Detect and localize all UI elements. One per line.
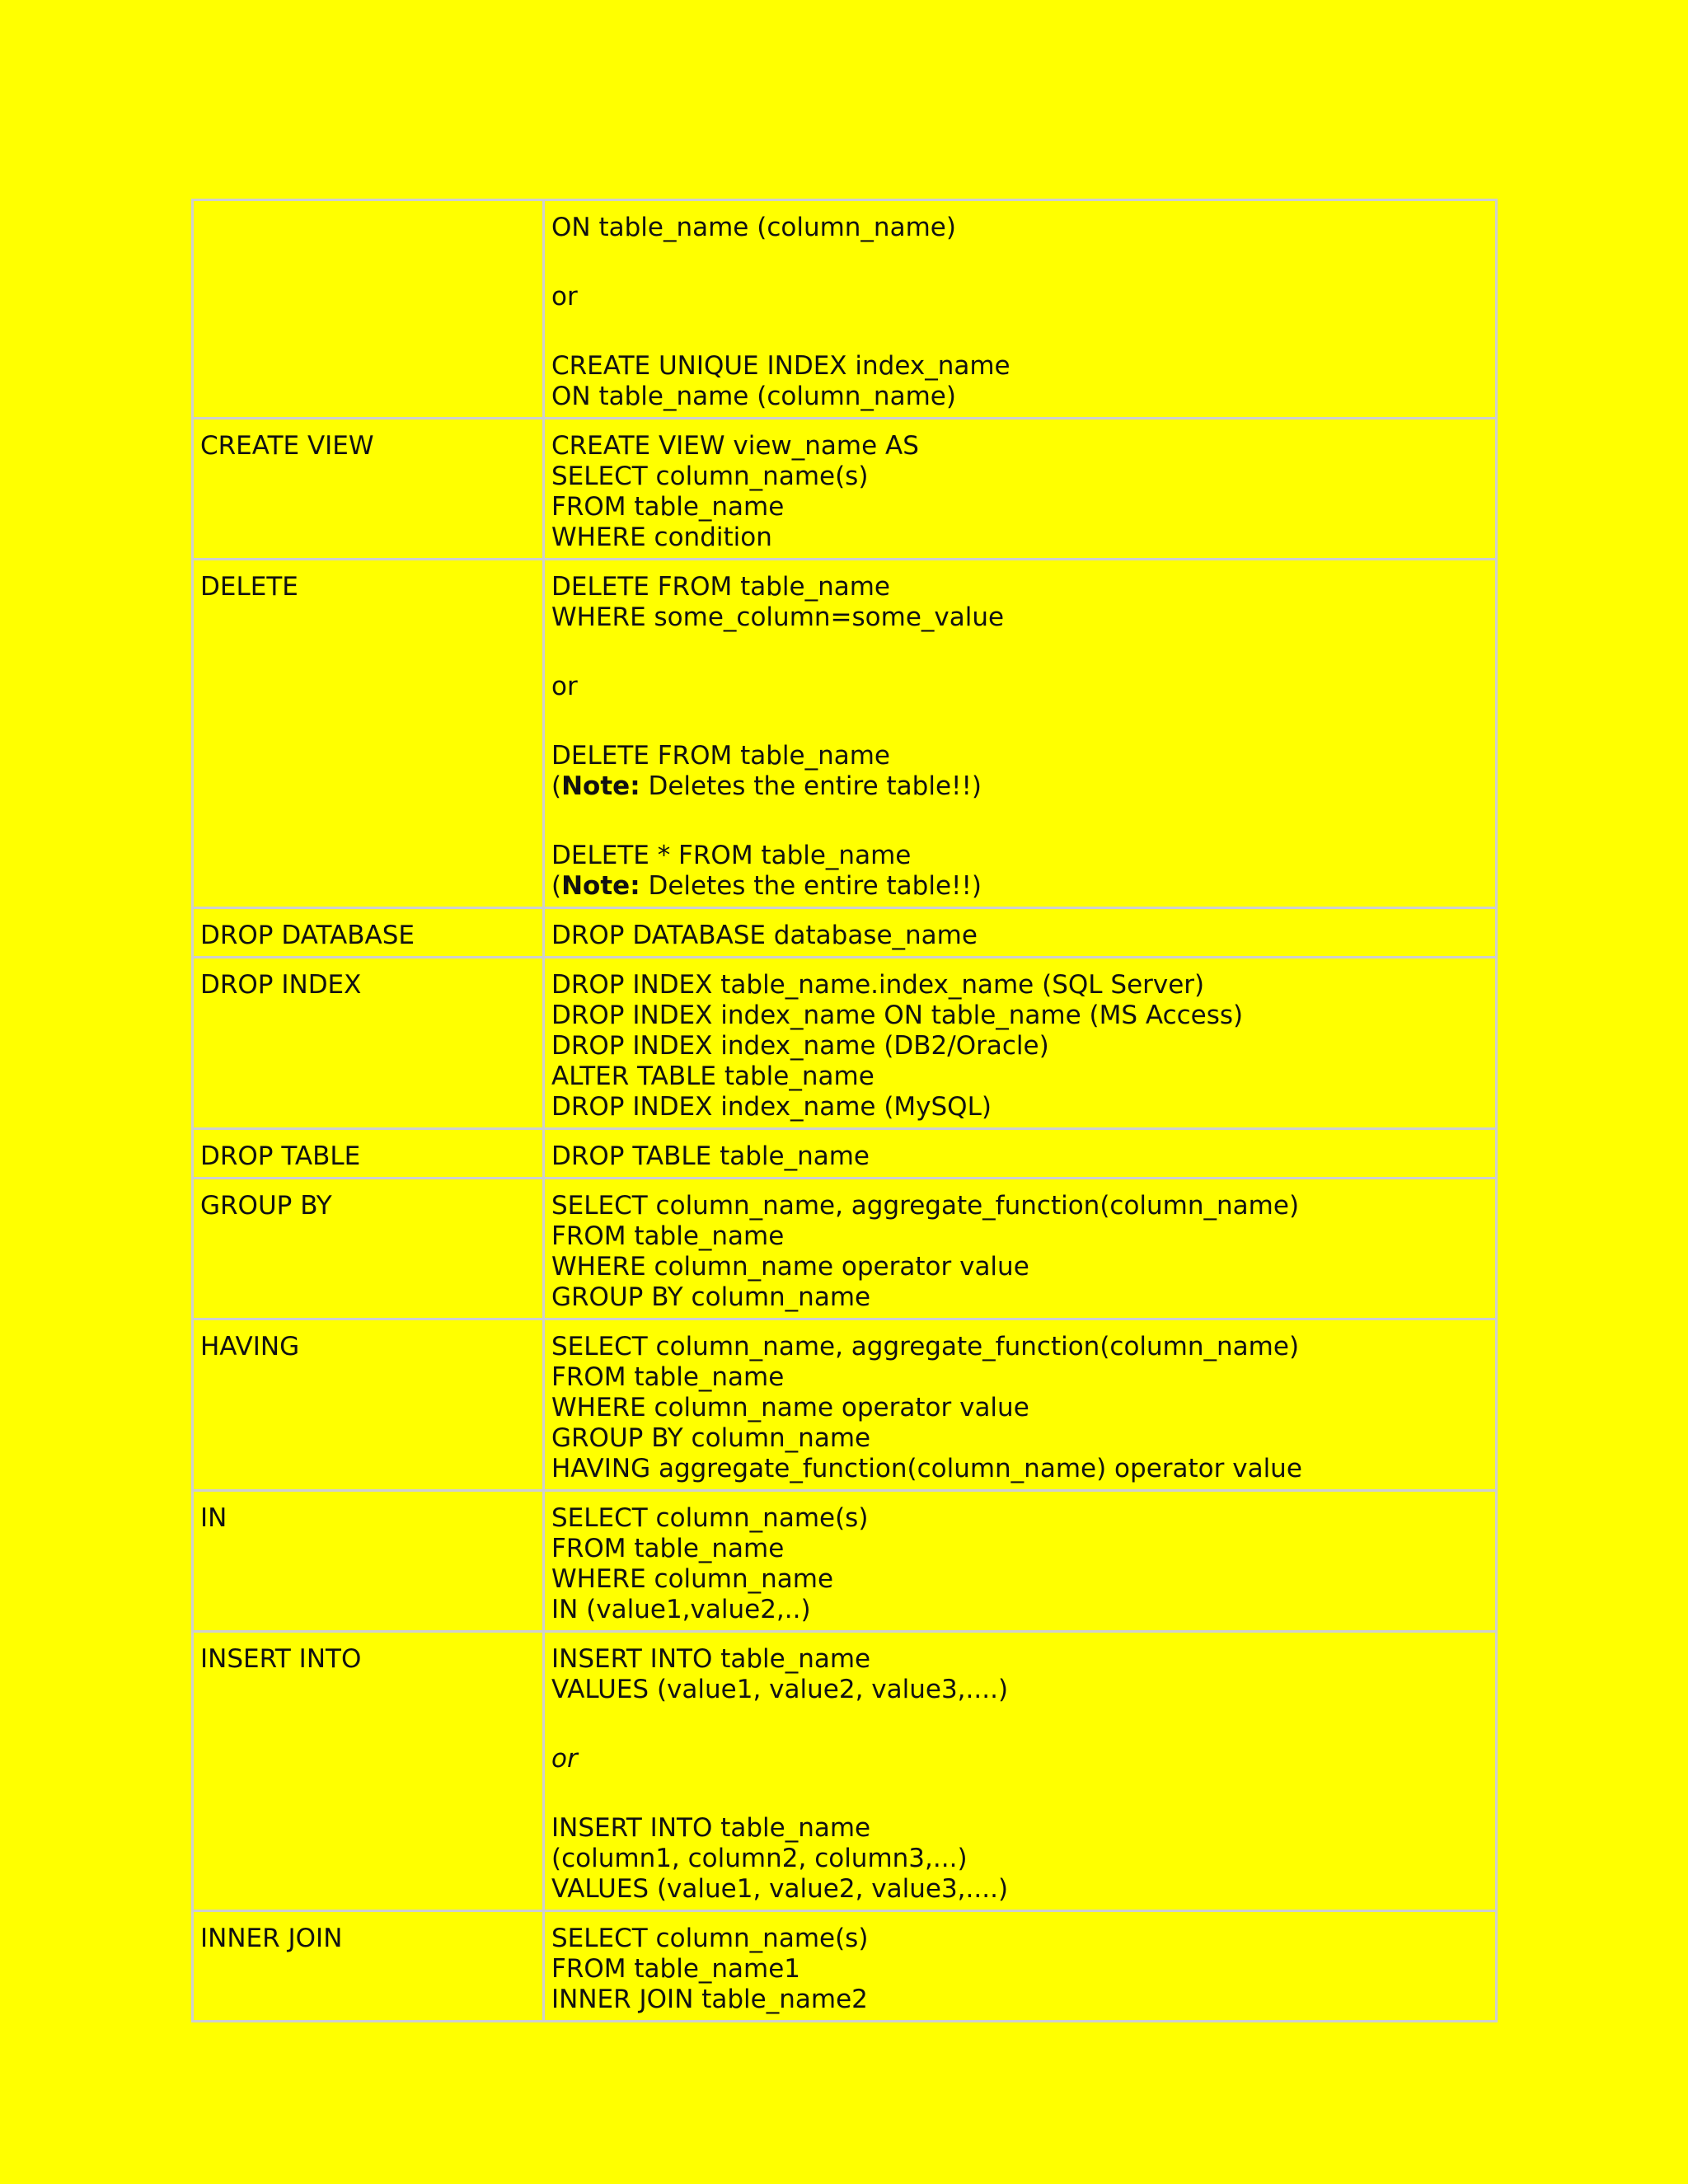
syntax-text: FROM table_name	[551, 1221, 785, 1251]
syntax-text: HAVING aggregate_function(column_name) operator value	[551, 1454, 1302, 1483]
syntax-text: VALUES (value1, value2, value3,....)	[551, 1874, 1009, 1904]
note-prefix: (	[551, 771, 562, 801]
syntax-cell	[544, 908, 1497, 958]
command-cell	[193, 419, 544, 560]
table-row	[193, 908, 1497, 958]
syntax-text: FROM table_name	[551, 1362, 785, 1392]
syntax-line	[551, 1191, 1489, 1221]
syntax-line	[551, 1924, 1489, 1954]
syntax-text: INSERT INTO table_name	[551, 1813, 871, 1843]
line-gap	[551, 633, 1489, 672]
syntax-text: GROUP BY column_name	[551, 1282, 871, 1312]
syntax-text: or	[551, 672, 578, 701]
syntax-cell	[544, 419, 1497, 560]
syntax-text: FROM table_name	[551, 492, 785, 522]
syntax-line	[551, 1001, 1489, 1031]
syntax-cell	[544, 1911, 1497, 2022]
syntax-line	[551, 282, 1489, 312]
syntax-text: DROP INDEX index_name (DB2/Oracle)	[551, 1031, 1049, 1061]
syntax-line	[551, 602, 1489, 633]
syntax-line	[551, 1954, 1489, 1985]
syntax-line	[551, 1874, 1489, 1905]
syntax-cell	[544, 200, 1497, 419]
syntax-text: WHERE some_column=some_value	[551, 602, 1005, 632]
table-row	[193, 1632, 1497, 1911]
syntax-text: SELECT column_name, aggregate_function(column_name)	[551, 1332, 1300, 1361]
syntax-text: FROM table_name	[551, 1534, 785, 1563]
line-gap	[551, 1774, 1489, 1813]
table-row	[193, 419, 1497, 560]
note-label: Note:	[561, 771, 640, 801]
syntax-text: DELETE * FROM table_name	[551, 841, 912, 870]
syntax-line	[551, 1141, 1489, 1172]
syntax-line	[551, 213, 1489, 243]
sql-reference-table	[191, 199, 1498, 2022]
command-cell	[193, 560, 544, 908]
syntax-text: CREATE UNIQUE INDEX index_name	[551, 351, 1010, 381]
syntax-line	[551, 1362, 1489, 1393]
table-row	[193, 1491, 1497, 1632]
command-name: IN	[200, 1503, 227, 1533]
line-gap	[551, 702, 1489, 741]
syntax-line	[551, 1644, 1489, 1675]
syntax-text: SELECT column_name(s)	[551, 1924, 869, 1953]
syntax-line	[551, 1503, 1489, 1534]
line-gap	[551, 312, 1489, 351]
syntax-line	[551, 431, 1489, 462]
command-name: INSERT INTO	[200, 1644, 362, 1674]
table-row	[193, 560, 1497, 908]
table-body	[193, 200, 1497, 2022]
syntax-text: (column1, column2, column3,...)	[551, 1844, 968, 1873]
syntax-line	[551, 1454, 1489, 1484]
command-cell	[193, 1632, 544, 1911]
syntax-text: VALUES (value1, value2, value3,....)	[551, 1675, 1009, 1704]
syntax-line	[551, 672, 1489, 702]
note-text: Deletes the entire table!!)	[640, 771, 982, 801]
syntax-text: SELECT column_name(s)	[551, 1503, 869, 1533]
command-cell	[193, 958, 544, 1129]
syntax-text: or	[551, 1744, 578, 1774]
syntax-line	[551, 351, 1489, 382]
syntax-line	[551, 841, 1489, 871]
syntax-cell	[544, 560, 1497, 908]
syntax-text: FROM table_name1	[551, 1954, 801, 1984]
command-name	[200, 213, 536, 243]
syntax-line	[551, 921, 1489, 951]
command-name: DROP INDEX	[200, 970, 362, 1000]
syntax-text: SELECT column_name(s)	[551, 462, 869, 491]
syntax-line	[551, 771, 1489, 802]
syntax-text: DROP INDEX index_name ON table_name (MS Access)	[551, 1001, 1244, 1030]
syntax-text: CREATE VIEW view_name AS	[551, 431, 919, 461]
syntax-line	[551, 382, 1489, 412]
syntax-line	[551, 741, 1489, 771]
syntax-text: GROUP BY column_name	[551, 1423, 871, 1453]
syntax-text: DROP DATABASE database_name	[551, 921, 978, 950]
syntax-line	[551, 1031, 1489, 1062]
syntax-text: DELETE FROM table_name	[551, 572, 890, 602]
syntax-line	[551, 1221, 1489, 1252]
syntax-text: WHERE column_name	[551, 1564, 834, 1594]
line-gap	[551, 802, 1489, 841]
line-gap	[551, 1705, 1489, 1744]
syntax-line	[551, 1252, 1489, 1282]
note-label: Note:	[561, 871, 640, 901]
table-row	[193, 1319, 1497, 1491]
syntax-text: DROP TABLE table_name	[551, 1141, 870, 1171]
command-cell	[193, 1129, 544, 1179]
syntax-text: DELETE FROM table_name	[551, 741, 890, 771]
syntax-line	[551, 871, 1489, 902]
note-prefix: (	[551, 871, 562, 901]
syntax-text: or	[551, 282, 578, 312]
command-name: GROUP BY	[200, 1191, 332, 1221]
command-name: DROP DATABASE	[200, 921, 415, 950]
syntax-line	[551, 1092, 1489, 1122]
syntax-cell	[544, 1491, 1497, 1632]
syntax-line	[551, 1595, 1489, 1625]
table-row	[193, 958, 1497, 1129]
syntax-cell	[544, 1179, 1497, 1319]
syntax-line	[551, 1534, 1489, 1564]
syntax-line	[551, 1675, 1489, 1705]
line-gap	[551, 243, 1489, 282]
syntax-line	[551, 970, 1489, 1001]
command-cell	[193, 1319, 544, 1491]
syntax-text: IN (value1,value2,..)	[551, 1595, 811, 1624]
command-cell	[193, 1491, 544, 1632]
syntax-cell	[544, 1319, 1497, 1491]
command-cell	[193, 908, 544, 958]
table-row	[193, 1911, 1497, 2022]
syntax-text: INNER JOIN table_name2	[551, 1985, 868, 2014]
syntax-line	[551, 1813, 1489, 1844]
syntax-line	[551, 1062, 1489, 1092]
syntax-text: DROP INDEX table_name.index_name (SQL Server)	[551, 970, 1205, 1000]
syntax-line	[551, 1332, 1489, 1362]
syntax-text: WHERE column_name operator value	[551, 1393, 1029, 1422]
command-name: HAVING	[200, 1332, 300, 1361]
syntax-text: WHERE column_name operator value	[551, 1252, 1029, 1282]
syntax-line	[551, 1844, 1489, 1874]
syntax-line	[551, 492, 1489, 523]
command-name: DROP TABLE	[200, 1141, 361, 1171]
command-cell	[193, 1179, 544, 1319]
syntax-text: DROP INDEX index_name (MySQL)	[551, 1092, 992, 1122]
syntax-line	[551, 523, 1489, 553]
syntax-text: ON table_name (column_name)	[551, 213, 956, 242]
syntax-line	[551, 1423, 1489, 1454]
syntax-text: ON table_name (column_name)	[551, 382, 956, 411]
command-name: CREATE VIEW	[200, 431, 374, 461]
syntax-text: INSERT INTO table_name	[551, 1644, 871, 1674]
syntax-line	[551, 1282, 1489, 1313]
syntax-line	[551, 1393, 1489, 1423]
note-text: Deletes the entire table!!)	[640, 871, 982, 901]
syntax-line	[551, 1744, 1489, 1774]
syntax-cell	[544, 1129, 1497, 1179]
command-name: DELETE	[200, 572, 298, 602]
syntax-line	[551, 572, 1489, 602]
syntax-text: WHERE condition	[551, 523, 772, 552]
table-row	[193, 1179, 1497, 1319]
syntax-line	[551, 462, 1489, 492]
syntax-text: SELECT column_name, aggregate_function(column_name)	[551, 1191, 1300, 1221]
table-row	[193, 1129, 1497, 1179]
syntax-text: ALTER TABLE table_name	[551, 1062, 874, 1091]
syntax-line	[551, 1564, 1489, 1595]
syntax-cell	[544, 958, 1497, 1129]
command-cell	[193, 200, 544, 419]
command-name: INNER JOIN	[200, 1924, 343, 1953]
command-cell	[193, 1911, 544, 2022]
table-row	[193, 200, 1497, 419]
syntax-line	[551, 1985, 1489, 2015]
syntax-cell	[544, 1632, 1497, 1911]
